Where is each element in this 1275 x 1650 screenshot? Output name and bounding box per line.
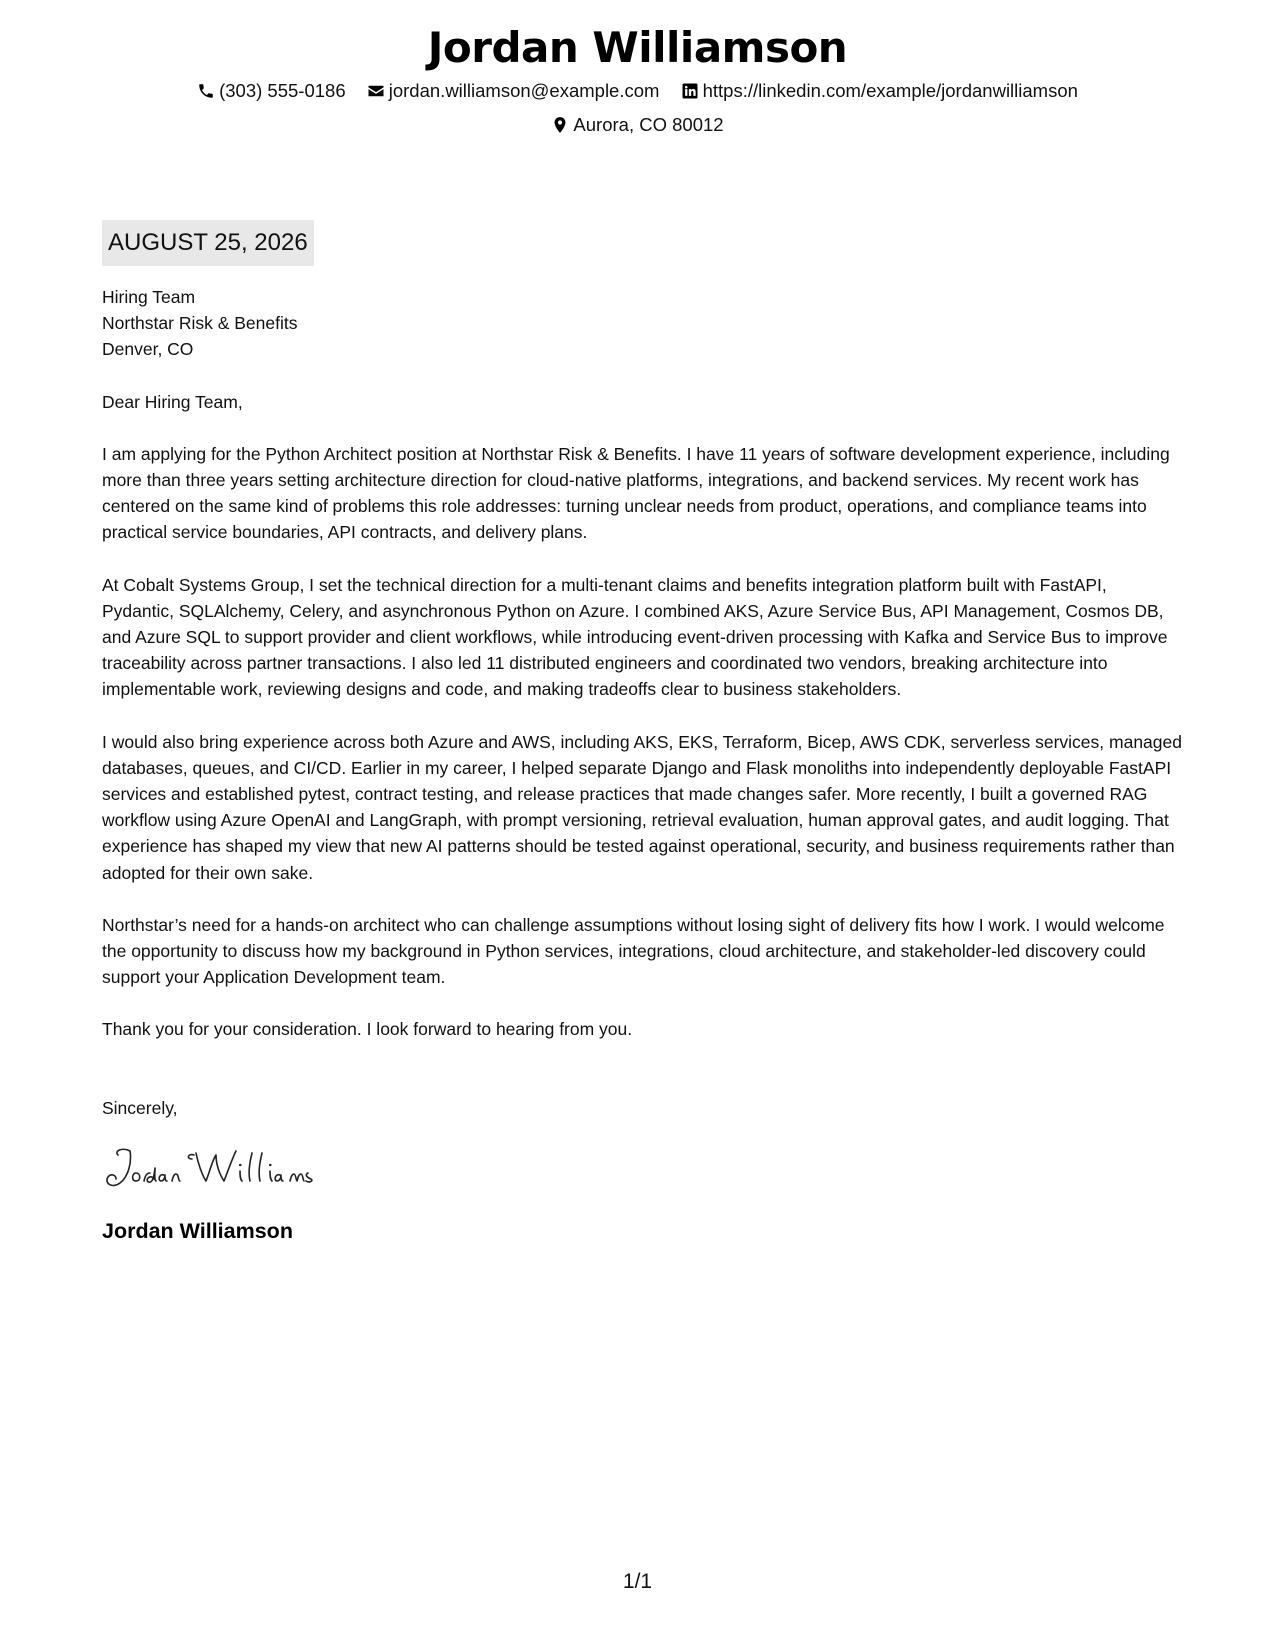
phone-text: (303) 555-0186 [219, 80, 346, 101]
handwritten-signature [102, 1143, 372, 1191]
contact-location [551, 112, 723, 138]
letter-header [0, 20, 1275, 141]
recipient-line: Northstar Risk & Benefits [102, 313, 298, 334]
body-paragraph: At Cobalt Systems Group, I set the technical direction for a multi-tenant claims and benefits integration platform built with FastAPI, Pydantic, SQLAlchemy, Celery, and asynchronous Python on Azure. I combined AKS, Azure Service Bus, API Management, Cosmos DB, and Azure SQL to support provider and client workflows, while introducing event-driven processing with Kafka and Service Bus to improve traceability across partner transactions. I also led 11 distributed engineers and coordinated two vendors, breaking architecture into implementable work, reviewing designs and code, and making tradeoffs clear to business stakeholders. [102, 574, 1168, 700]
letter-body [102, 220, 1182, 1246]
signoff: Sincerely, [102, 1097, 178, 1118]
body-paragraph: I am applying for the Python Architect position at Northstar Risk & Benefits. I have 11 years of software development experience, including more than three years setting architecture direction for cloud-native platforms, integrations, and backend services. My recent work has centered on the same kind of problems this role addresses: turning unclear needs from product, operations, and compliance teams into practical service boundaries, API contracts, and delivery plans. [102, 443, 1170, 543]
recipient-block [102, 284, 1182, 363]
letter-date: AUGUST 25, 2026 [102, 220, 314, 266]
location-text: Aurora, CO 80012 [573, 114, 724, 135]
phone-icon [197, 82, 215, 100]
email-text[interactable]: jordan.williamson@example.com [388, 80, 660, 101]
applicant-name: Jordan Williamson [427, 23, 848, 72]
salutation: Dear Hiring Team, [102, 391, 243, 412]
contact-phone [197, 78, 346, 104]
linkedin-text[interactable]: https://linkedin.com/example/jordanwilliamson [702, 80, 1078, 101]
contact-row-primary [0, 78, 1275, 107]
page-number: 1/1 [622, 1570, 653, 1593]
closing-line: Thank you for your consideration. I look forward to hearing from you. [102, 1019, 633, 1040]
body-paragraph: Northstar’s need for a hands-on architect who can challenge assumptions without losing sight of delivery fits how I work. I would welcome the opportunity to discuss how my background in Python services, integrations, cloud architecture, and stakeholder-led discovery could support your Application Development team. [102, 914, 1165, 988]
map-pin-icon [551, 116, 569, 134]
contact-linkedin[interactable] [681, 78, 1078, 104]
envelope-icon [367, 82, 385, 100]
signer-name: Jordan Williamson [102, 1219, 293, 1244]
linkedin-icon [681, 82, 699, 100]
body-paragraph: I would also bring experience across both Azure and AWS, including AKS, EKS, Terraform, Bicep, AWS CDK, serverless services, managed databases, queues, and CI/CD. Earlier in my career, I helped separate Django and Flask monoliths into independently deployable FastAPI services and established pytest, contract testing, and release practices that made changes safer. More recently, I built a governed RAG workflow using Azure OpenAI and LangGraph, with prompt versioning, retrieval evaluation, human approval gates, and audit logging. That experience has shaped my view that new AI patterns should be tested against operational, security, and business requirements rather than adopted for their own sake. [102, 731, 1182, 883]
recipient-line: Denver, CO [102, 339, 194, 360]
contact-row-secondary [0, 112, 1275, 141]
recipient-line: Hiring Team [102, 287, 196, 307]
contact-email[interactable] [367, 78, 660, 104]
